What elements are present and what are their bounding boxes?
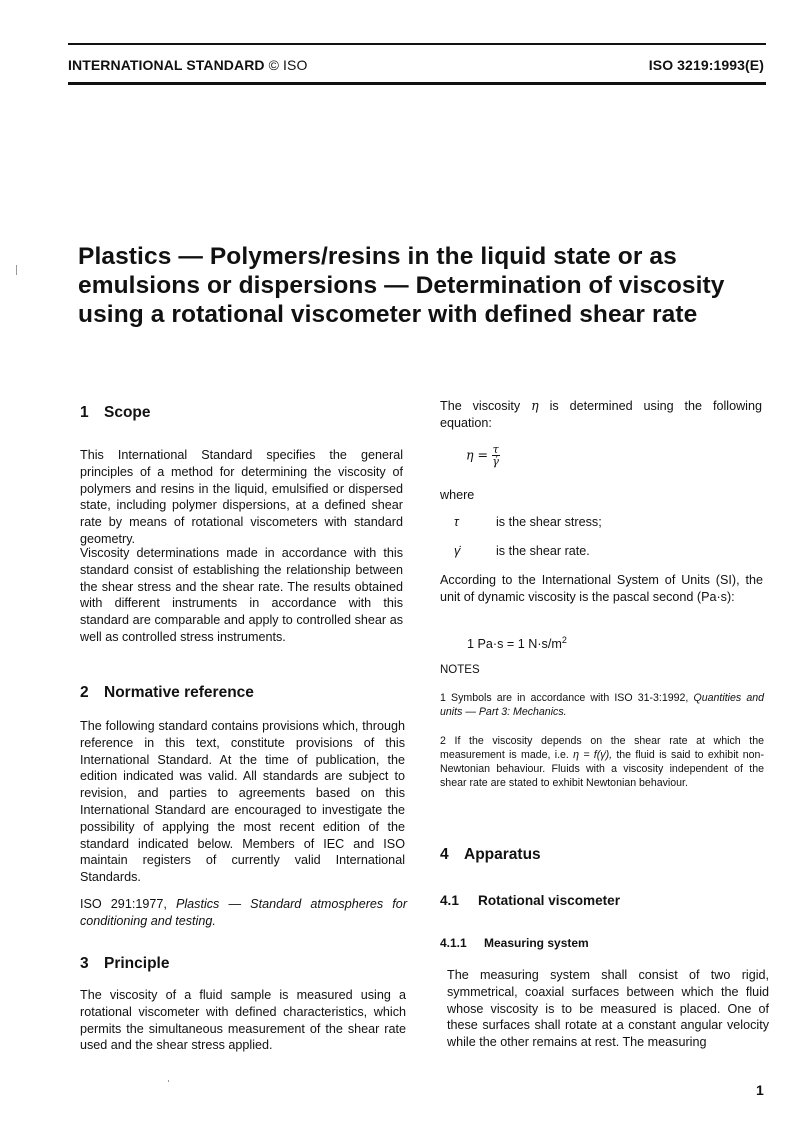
page-number: 1 [756, 1082, 764, 1098]
section-2-heading: 2 Normative reference [80, 684, 254, 701]
note-1: 1 Symbols are in accordance with ISO 31-3:1992, Quantities and units — Part 3: Mechanics. [440, 692, 765, 718]
note-2: 2 If the viscosity depends on the shear rate at which the measurement is made, i.e. η = f(γ̇), the fluid is said to exhibit non-Newtonian behaviour. Fluids with a viscosity independent of the shear rate are stated to exhibit Newtonian behaviour. [440, 735, 764, 789]
header-bottom-rule [68, 82, 766, 85]
section-4-heading: 4 Apparatus [440, 846, 541, 863]
standard-label: INTERNATIONAL STANDARD [68, 57, 265, 73]
title-line-3: using a rotational viscometer with defined shear rate [78, 301, 698, 328]
title-line-2: emulsions or dispersions — Determination of viscosity [78, 272, 725, 299]
scope-paragraph-2: Viscosity determinations made in accordance with this standard consist of establishing the relationship between the shear stress and the shear rate. The results obtained with different instruments in accordance with this standard are comparable and apply to controlled shear as well as controlled stress instruments. [80, 546, 403, 644]
scope-paragraph-1: This International Standard specifies the general principles of a method for determining the viscosity of polymers and resins in the liquid, emulsified or dispersed state, including polymer dispersions, at a defined shear rate by means of rotational viscometers with standard geometry. [80, 448, 403, 546]
si-unit-paragraph: According to the International System of Units (SI), the unit of dynamic viscosity is the pascal second (Pa·s): [440, 573, 763, 604]
document-title [78, 242, 758, 329]
notes-label: NOTES [440, 664, 480, 676]
definition-shear-rate: γ̇ is the shear rate. [454, 544, 590, 558]
viscosity-intro: The viscosity η is determined using the following equation: [440, 398, 762, 430]
definition-shear-stress: τ is the shear stress; [454, 515, 602, 529]
section-4-1-1-heading: 4.1.1 Measuring system [440, 936, 589, 950]
section-3-heading: 3 Principle [80, 955, 170, 972]
title-line-1: Plastics — Polymers/resins in the liquid state or as [78, 243, 677, 270]
where-label: where [440, 488, 475, 502]
normative-reference-item: ISO 291:1977, Plastics — Standard atmospheres for conditioning and testing. [80, 897, 408, 928]
copyright-label: © ISO [268, 57, 308, 73]
header-top-rule [68, 43, 766, 45]
scan-dot [168, 1080, 169, 1082]
running-head-left [68, 57, 307, 73]
unit-equation: 1 Pa·s = 1 $N\cdot s/m^2$ [467, 635, 567, 652]
section-4-1-heading: 4.1 Rotational viscometer [440, 893, 621, 908]
margin-mark [16, 265, 17, 275]
equation-fraction: $\frac{\tau}{\gammȧ}$ [492, 443, 499, 468]
principle-paragraph: The viscosity of a fluid sample is measured using a rotational viscometer with defined characteristics, which permits the simultaneous measurement of the shear rate used and the shear stress applied. [80, 988, 406, 1053]
running-head-right: ISO 3219:1993(E) [648, 57, 764, 73]
measuring-system-paragraph: The measuring system shall consist of two rigid, symmetrical, coaxial surfaces between which the fluid whose viscosity is to be measured is placed. One of these surfaces shall rotate at a constant angular velocity while the other remains at rest. The measuring [447, 968, 769, 1050]
section-1-heading: 1 Scope [80, 404, 151, 421]
viscosity-equation: η = $\frac{\tau}{\gammȧ}$ [466, 443, 499, 468]
normative-paragraph: The following standard contains provisions which, through reference in this text, constitute provisions of this International Standard. At the time of publication, the edition indicated was valid. All standards are subject to revision, and parties to agreements based on this International Standard are encouraged to investigate the possibility of applying the most recent edition of the standard indicated below. Members of IEC and ISO maintain registers of currently valid International Standards. [80, 719, 405, 885]
